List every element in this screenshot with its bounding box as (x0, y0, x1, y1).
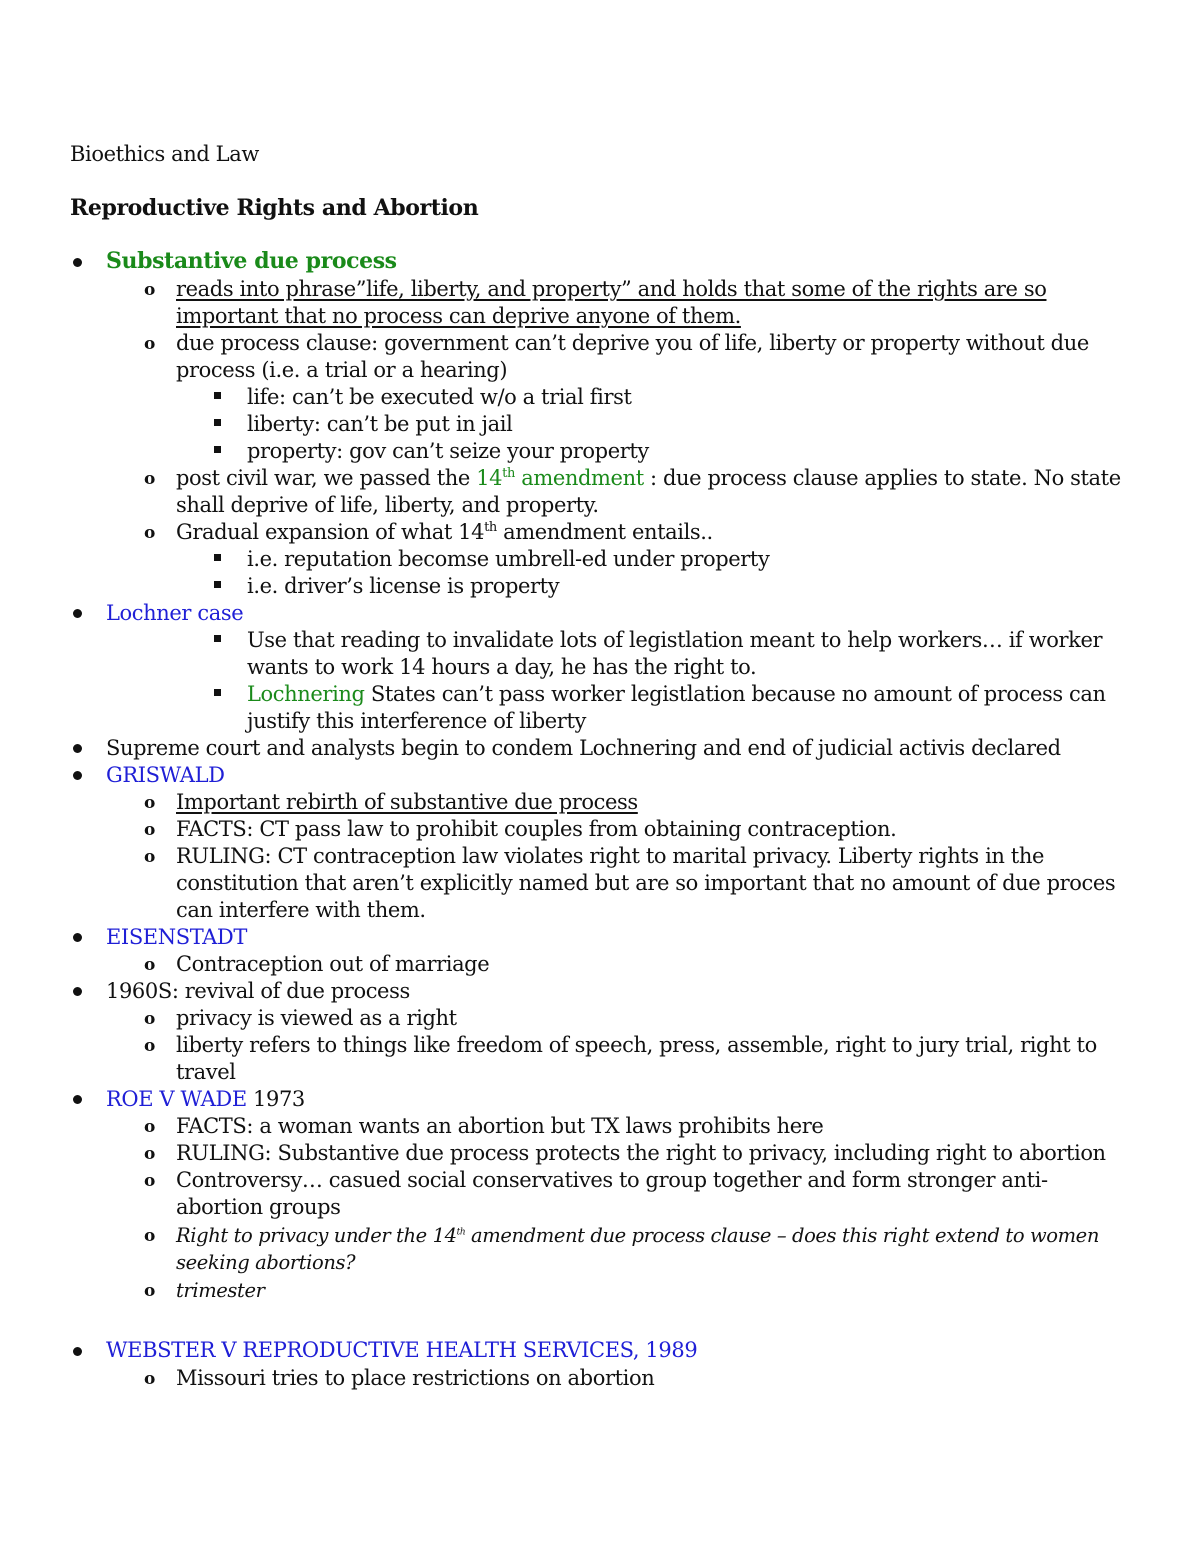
roe-privacy-question-line-2: seeking abortions? (176, 1251, 356, 1274)
lochner-lochnering-line-2: justify this interference of liberty (247, 709, 586, 733)
bullet-disc (73, 1095, 82, 1104)
heading-revival: 1960S: revival of due process (106, 979, 410, 1003)
lochnering-term: Lochnering (247, 682, 365, 706)
bullet-o: o (144, 1171, 155, 1191)
sdp-life: life: can’t be executed w/o a trial first (247, 385, 632, 409)
bullet-o: o (144, 1117, 155, 1137)
bullet-square (214, 689, 221, 696)
heading-webster: WEBSTER V REPRODUCTIVE HEALTH SERVICES, 1989 (106, 1338, 698, 1362)
sdp-post-civil-war-line-1: post civil war, we passed the 14th amendment : due process clause applies to state. No state (176, 466, 1121, 490)
bullet-square (214, 554, 221, 561)
griswald-facts: FACTS: CT pass law to prohibit couples from obtaining contraception. (176, 817, 897, 841)
roe-controversy-line-1: Controversy… casued social conservatives to group together and form stronger anti- (176, 1168, 1048, 1192)
fourteenth-amendment-highlight: 14th amendment (476, 466, 644, 490)
bullet-o: o (144, 820, 155, 840)
sdp-gradual-expansion: Gradual expansion of what 14th amendment entails.. (176, 520, 713, 544)
heading-roe-v-wade: ROE V WADE 1973 (106, 1087, 305, 1111)
bullet-o: o (144, 523, 155, 543)
bullet-disc (73, 771, 82, 780)
roe-ruling: RULING: Substantive due process protects the right to privacy, including right to abortion (176, 1141, 1106, 1165)
bullet-disc (73, 609, 82, 618)
bullet-disc (73, 987, 82, 996)
roe-privacy-question-line-1: Right to privacy under the 14th amendment due process clause – does this right extend to women (176, 1224, 1099, 1247)
lochner-use-line-2: wants to work 14 hours a day, he has the right to. (247, 655, 757, 679)
roe-trimester: trimester (176, 1279, 265, 1302)
bullet-square (214, 635, 221, 642)
heading-eisenstadt: EISENSTADT (106, 925, 247, 949)
sdp-reputation: i.e. reputation becomse umbrell-ed under property (247, 547, 770, 571)
sdp-reads-line-2: important that no process can deprive anyone of them. (176, 304, 741, 328)
webster-item: Missouri tries to place restrictions on abortion (176, 1366, 655, 1390)
griswald-rebirth: Important rebirth of substantive due process (176, 790, 638, 814)
course-title: Bioethics and Law (70, 142, 259, 166)
bullet-o: o (144, 955, 155, 975)
heading-griswald: GRISWALD (106, 763, 225, 787)
bullet-o: o (144, 280, 155, 300)
bullet-o: o (144, 334, 155, 354)
sdp-post-civil-war-line-2: shall deprive of life, liberty, and property. (176, 493, 599, 517)
bullet-o: o (144, 1369, 155, 1389)
bullet-o: o (144, 1009, 155, 1029)
bullet-square (214, 446, 221, 453)
sdp-reads-line-1: reads into phrase”life, liberty, and property” and holds that some of the rights are so (176, 277, 1047, 301)
bullet-square (214, 392, 221, 399)
lochner-lochnering-line-1: Lochnering States can’t pass worker legistlation because no amount of process can (247, 682, 1106, 706)
bullet-square (214, 419, 221, 426)
roe-facts: FACTS: a woman wants an abortion but TX laws prohibits here (176, 1114, 824, 1138)
page-title: Reproductive Rights and Abortion (70, 195, 479, 221)
bullet-disc (73, 258, 82, 267)
griswald-ruling-line-1: RULING: CT contraception law violates right to marital privacy. Liberty rights in the (176, 844, 1044, 868)
heading-lochner-case: Lochner case (106, 601, 244, 625)
bullet-square (214, 581, 221, 588)
lochner-use-line-1: Use that reading to invalidate lots of legistlation meant to help workers… if worker (247, 628, 1103, 652)
bullet-o: o (144, 1036, 155, 1056)
roe-controversy-line-2: abortion groups (176, 1195, 341, 1219)
bullet-o: o (144, 847, 155, 867)
eisenstadt-item: Contraception out of marriage (176, 952, 490, 976)
revival-liberty-line-2: travel (176, 1060, 236, 1084)
bullet-o: o (144, 793, 155, 813)
supreme-court-note: Supreme court and analysts begin to condem Lochnering and end of judicial activis declared (106, 736, 1061, 760)
bullet-disc (73, 1347, 82, 1356)
sdp-clause-line-1: due process clause: government can’t deprive you of life, liberty or property without due (176, 331, 1089, 355)
sdp-clause-line-2: process (i.e. a trial or a hearing) (176, 358, 508, 382)
bullet-disc (73, 744, 82, 753)
bullet-o: o (144, 1281, 155, 1301)
sdp-liberty: liberty: can’t be put in jail (247, 412, 513, 436)
revival-liberty-line-1: liberty refers to things like freedom of speech, press, assemble, right to jury trial, right to (176, 1033, 1097, 1057)
sdp-property: property: gov can’t seize your property (247, 439, 649, 463)
bullet-disc (73, 933, 82, 942)
heading-substantive-due-process: Substantive due process (106, 248, 397, 274)
griswald-ruling-line-2: constitution that aren’t explicitly named but are so important that no amount of due proces (176, 871, 1116, 895)
griswald-ruling-line-3: can interfere with them. (176, 898, 426, 922)
bullet-o: o (144, 1226, 155, 1246)
bullet-o: o (144, 469, 155, 489)
sdp-drivers-license: i.e. driver’s license is property (247, 574, 560, 598)
bullet-o: o (144, 1144, 155, 1164)
revival-privacy: privacy is viewed as a right (176, 1006, 457, 1030)
